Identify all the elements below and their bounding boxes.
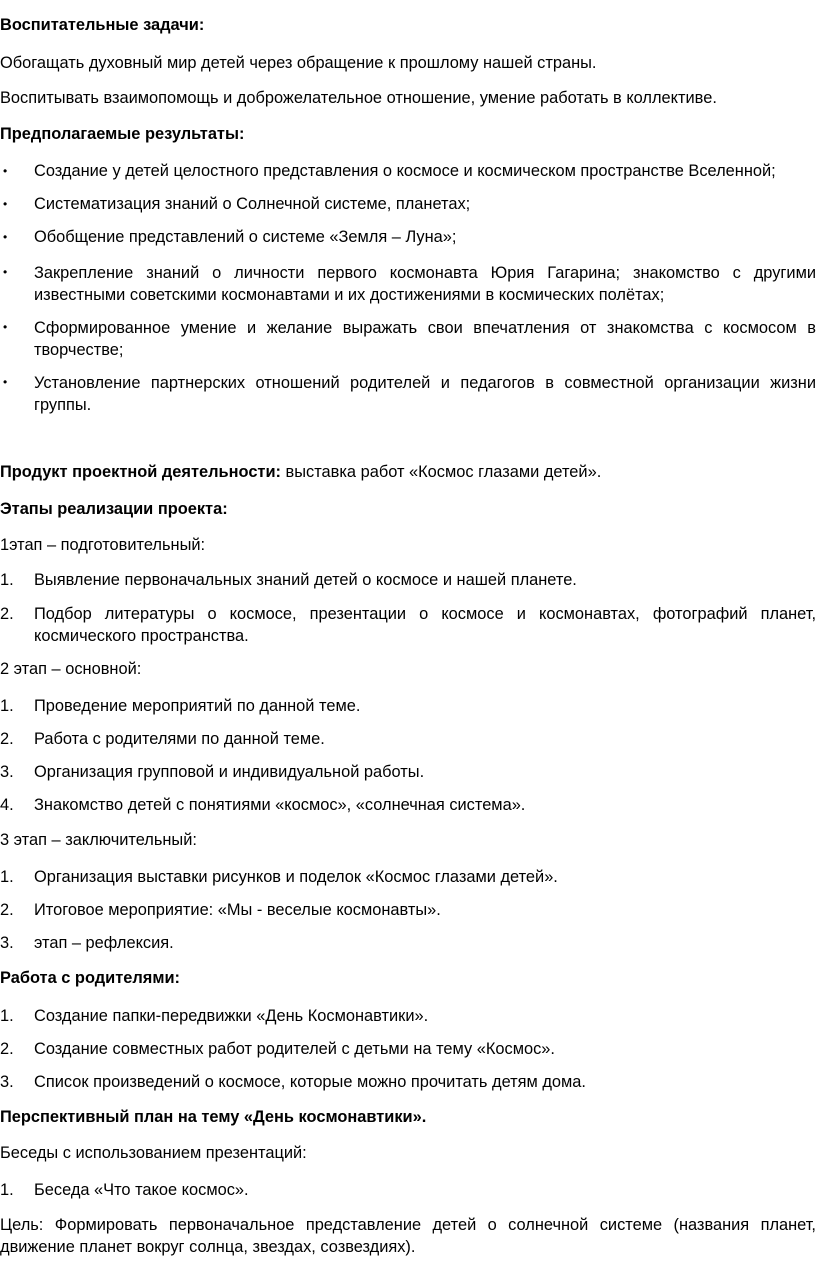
list-number: 1. [0, 571, 14, 589]
list-number: 3. [0, 763, 14, 781]
list-item-text: Беседа «Что такое космос». [34, 1181, 249, 1199]
list-item-text: Создание папки-передвижки «День Космонавтики». [34, 1007, 429, 1025]
expected-results-heading: Предполагаемые результаты: [0, 125, 245, 143]
list-item-text: Систематизация знаний о Солнечной системе, планетах; [34, 195, 471, 213]
list-item-text: Создание у детей целостного представления о космосе и космическом пространстве Вселенной; [34, 162, 776, 180]
list-item-text: Организация групповой и индивидуальной работы. [34, 763, 425, 781]
list-number: 1. [0, 1007, 14, 1025]
list-number: 1. [0, 1181, 14, 1199]
perspective-plan-heading: Перспективный план на тему «День космонавтики». [0, 1108, 427, 1126]
educational-tasks-heading: Воспитательные задачи: [0, 16, 205, 34]
bullet-icon: • [3, 265, 8, 279]
list-item-text: Установление партнерских отношений родителей и педагогов в совместной организации жизни группы. [34, 374, 816, 414]
list-item-text: Подбор литературы о космосе, презентации о космосе и космонавтах, фотографий планет, космического пространства. [34, 605, 816, 645]
educational-task-line: Обогащать духовный мир детей через обращение к прошлому нашей страны. [0, 54, 597, 72]
bullet-icon: • [3, 164, 8, 178]
project-product-label: Продукт проектной деятельности: [0, 463, 281, 481]
list-item-text: этап – рефлексия. [34, 934, 174, 952]
list-number: 2. [0, 605, 14, 623]
stages-heading: Этапы реализации проекта: [0, 500, 228, 518]
list-number: 2. [0, 730, 14, 748]
perspective-plan-goal: Цель: Формировать первоначальное представление детей о солнечной системе (названия планет, движение планет вокруг солнца, звездах, созвездиях). [0, 1216, 816, 1256]
list-number: 4. [0, 796, 14, 814]
educational-task-line: Воспитывать взаимопомощь и доброжелательное отношение, умение работать в коллективе. [0, 89, 717, 107]
parents-work-heading: Работа с родителями: [0, 969, 180, 987]
list-item-text: Создание совместных работ родителей с детьми на тему «Космос». [34, 1040, 555, 1058]
list-item-text: Закрепление знаний о личности первого космонавта Юрия Гагарина; знакомство с другими известными советскими космонавтами и их достижениями в космических полётах; [34, 264, 816, 304]
list-number: 2. [0, 1040, 14, 1058]
list-item-text: Организация выставки рисунков и поделок «Космос глазами детей». [34, 868, 558, 886]
list-number: 2. [0, 901, 14, 919]
list-item-text: Выявление первоначальных знаний детей о космосе и нашей планете. [34, 571, 577, 589]
bullet-icon: • [3, 320, 8, 334]
list-item-text: Обобщение представлений о системе «Земля – Луна»; [34, 228, 457, 246]
list-item-text: Сформированное умение и желание выражать свои впечатления от знакомства с космосом в творчестве; [34, 319, 816, 359]
list-number: 3. [0, 934, 14, 952]
project-product-text: выставка работ «Космос глазами детей». [281, 463, 602, 481]
bullet-icon: • [3, 375, 8, 389]
list-item-text: Знакомство детей с понятиями «космос», «солнечная система». [34, 796, 526, 814]
list-number: 3. [0, 1073, 14, 1091]
stage1-title: 1этап – подготовительный: [0, 536, 206, 554]
list-number: 1. [0, 697, 14, 715]
list-number: 1. [0, 868, 14, 886]
list-item-text: Список произведений о космосе, которые можно прочитать детям дома. [34, 1073, 586, 1091]
list-item-text: Работа с родителями по данной теме. [34, 730, 325, 748]
stage2-title: 2 этап – основной: [0, 660, 142, 678]
list-item-text: Проведение мероприятий по данной теме. [34, 697, 361, 715]
perspective-plan-intro: Беседы с использованием презентаций: [0, 1144, 307, 1162]
bullet-icon: • [3, 230, 8, 244]
list-item-text: Итоговое мероприятие: «Мы - веселые космонавты». [34, 901, 441, 919]
stage3-title: 3 этап – заключительный: [0, 831, 197, 849]
bullet-icon: • [3, 197, 8, 211]
project-product-line [0, 462, 601, 482]
